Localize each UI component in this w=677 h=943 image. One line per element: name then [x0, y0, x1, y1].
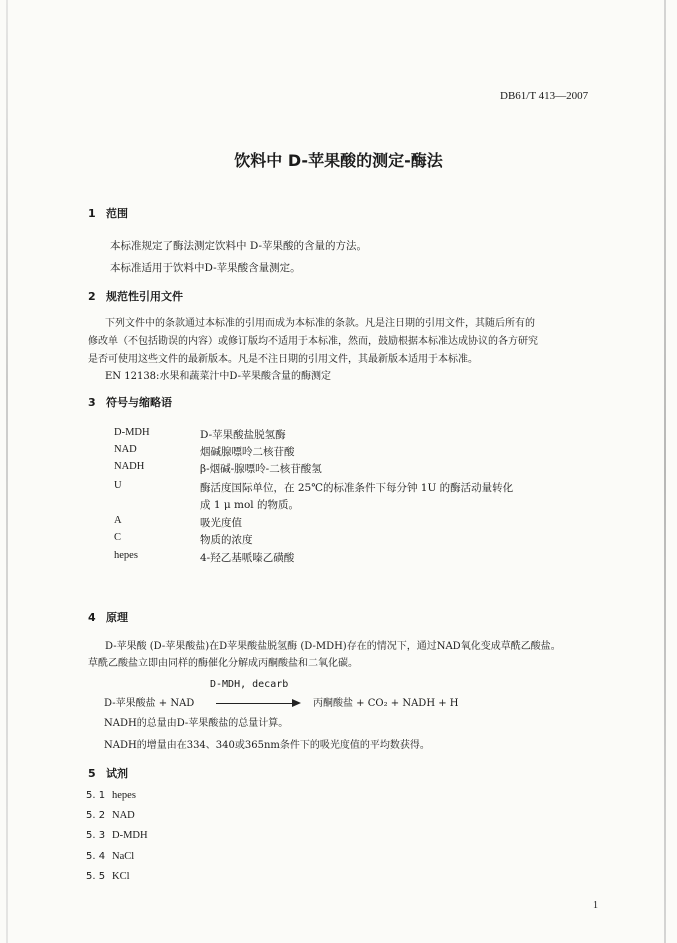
page-number: 1 [593, 900, 598, 911]
symbol-term: D-MDH [114, 427, 150, 438]
section-1-heading [88, 205, 128, 221]
symbol-definition: 酶活度国际单位，在 25℃的标准条件下每分钟 1U 的酶活动量转化 [200, 482, 514, 494]
section-title: 符号与缩略语 [106, 396, 172, 409]
paragraph-line: 本标准适用于饮料中D-苹果酸含量测定。 [110, 262, 301, 274]
reaction-arrow [216, 703, 294, 704]
reagent-name: NAD [112, 810, 135, 821]
symbol-term: NAD [114, 444, 137, 455]
paragraph-line: D-苹果酸 (D-苹果酸盐)在D苹果酸盐脱氢酶 (D-MDH)存在的情况下，通过NAD氧化变成草酰乙酸盐。 [105, 641, 561, 652]
reagent-name: KCl [112, 871, 130, 882]
paragraph-line: 草酰乙酸盐立即由同样的酶催化分解成丙酮酸盐和二氧化碳。 [88, 658, 358, 669]
paragraph-line: NADH的总量由D-苹果酸盐的总量计算。 [104, 718, 289, 729]
reaction-left: D-苹果酸盐 + NAD [104, 698, 195, 709]
reagent-name: NaCl [112, 851, 135, 862]
paragraph-line: 修改单（不包括勘误的内容）或修订版均不适用于本标准，然而，鼓励根据本标准达成协议的各方研究 [88, 336, 538, 347]
reagent-number: 5. 1 [86, 790, 106, 801]
reaction-right: 丙酮酸盐 + CO₂ + NADH + H [313, 698, 459, 709]
reagent-name: D-MDH [112, 830, 148, 841]
reagent-number: 5. 2 [86, 810, 106, 821]
section-title: 规范性引用文件 [106, 290, 183, 303]
section-4-heading [88, 609, 128, 625]
symbol-definition: 4-羟乙基哌嗪乙磺酸 [200, 552, 295, 564]
section-5-heading [88, 765, 128, 781]
reaction-arrowhead [292, 699, 301, 707]
reagent-item [86, 830, 148, 841]
reference-entry: EN 12138:水果和蔬菜汁中D-苹果酸含量的酶测定 [105, 371, 331, 382]
reagent-number: 5. 5 [86, 871, 106, 882]
scan-right-edge [664, 0, 666, 943]
symbol-term: C [114, 532, 122, 543]
paragraph-line: 本标准规定了酶法测定饮料中 D-苹果酸的含量的方法。 [110, 240, 367, 252]
symbol-term: NADH [114, 461, 145, 472]
reagent-number: 5. 3 [86, 830, 106, 841]
section-title: 范围 [106, 207, 128, 220]
reaction-catalyst: D-MDH, decarb [210, 679, 289, 690]
reagent-item [86, 871, 130, 882]
section-2-heading [88, 288, 183, 304]
reagent-name: hepes [112, 790, 136, 801]
reagent-item [86, 790, 136, 801]
symbol-definition: 烟碱腺嘌呤二核苷酸 [200, 446, 295, 458]
section-title: 原理 [106, 611, 128, 624]
symbol-definition-continued: 成 1 μ mol 的物质。 [200, 499, 299, 511]
section-number: 2 [88, 290, 96, 303]
document-title: 饮料中 D-苹果酸的测定-酶法 [234, 151, 443, 170]
symbol-definition: 吸光度值 [200, 517, 242, 529]
symbol-term: hepes [114, 550, 138, 561]
section-number: 5 [88, 767, 96, 780]
reagent-number: 5. 4 [86, 851, 106, 862]
document-code: DB61/T 413—2007 [500, 90, 589, 102]
reagent-item [86, 810, 135, 821]
symbol-term: A [114, 515, 122, 526]
section-title: 试剂 [106, 767, 128, 780]
paragraph-line: NADH的增量由在334、340或365nm条件下的吸光度值的平均数获得。 [104, 740, 430, 751]
section-3-heading [88, 394, 172, 410]
paragraph-line: 下列文件中的条款通过本标准的引用而成为本标准的条款。凡是注日期的引用文件，其随后所有的 [105, 318, 535, 329]
section-number: 3 [88, 396, 96, 409]
section-number: 4 [88, 611, 96, 624]
symbol-definition: β-烟碱-腺嘌呤-二核苷酸氢 [200, 463, 322, 475]
symbol-definition: D-苹果酸盐脱氢酶 [200, 429, 286, 441]
symbol-term: U [114, 480, 122, 491]
paragraph-line: 是否可使用这些文件的最新版本。凡是不注日期的引用文件，其最新版本适用于本标准。 [88, 354, 478, 365]
scan-left-edge [6, 0, 8, 943]
symbol-definition: 物质的浓度 [200, 534, 253, 546]
section-number: 1 [88, 207, 96, 220]
reagent-item [86, 851, 134, 862]
